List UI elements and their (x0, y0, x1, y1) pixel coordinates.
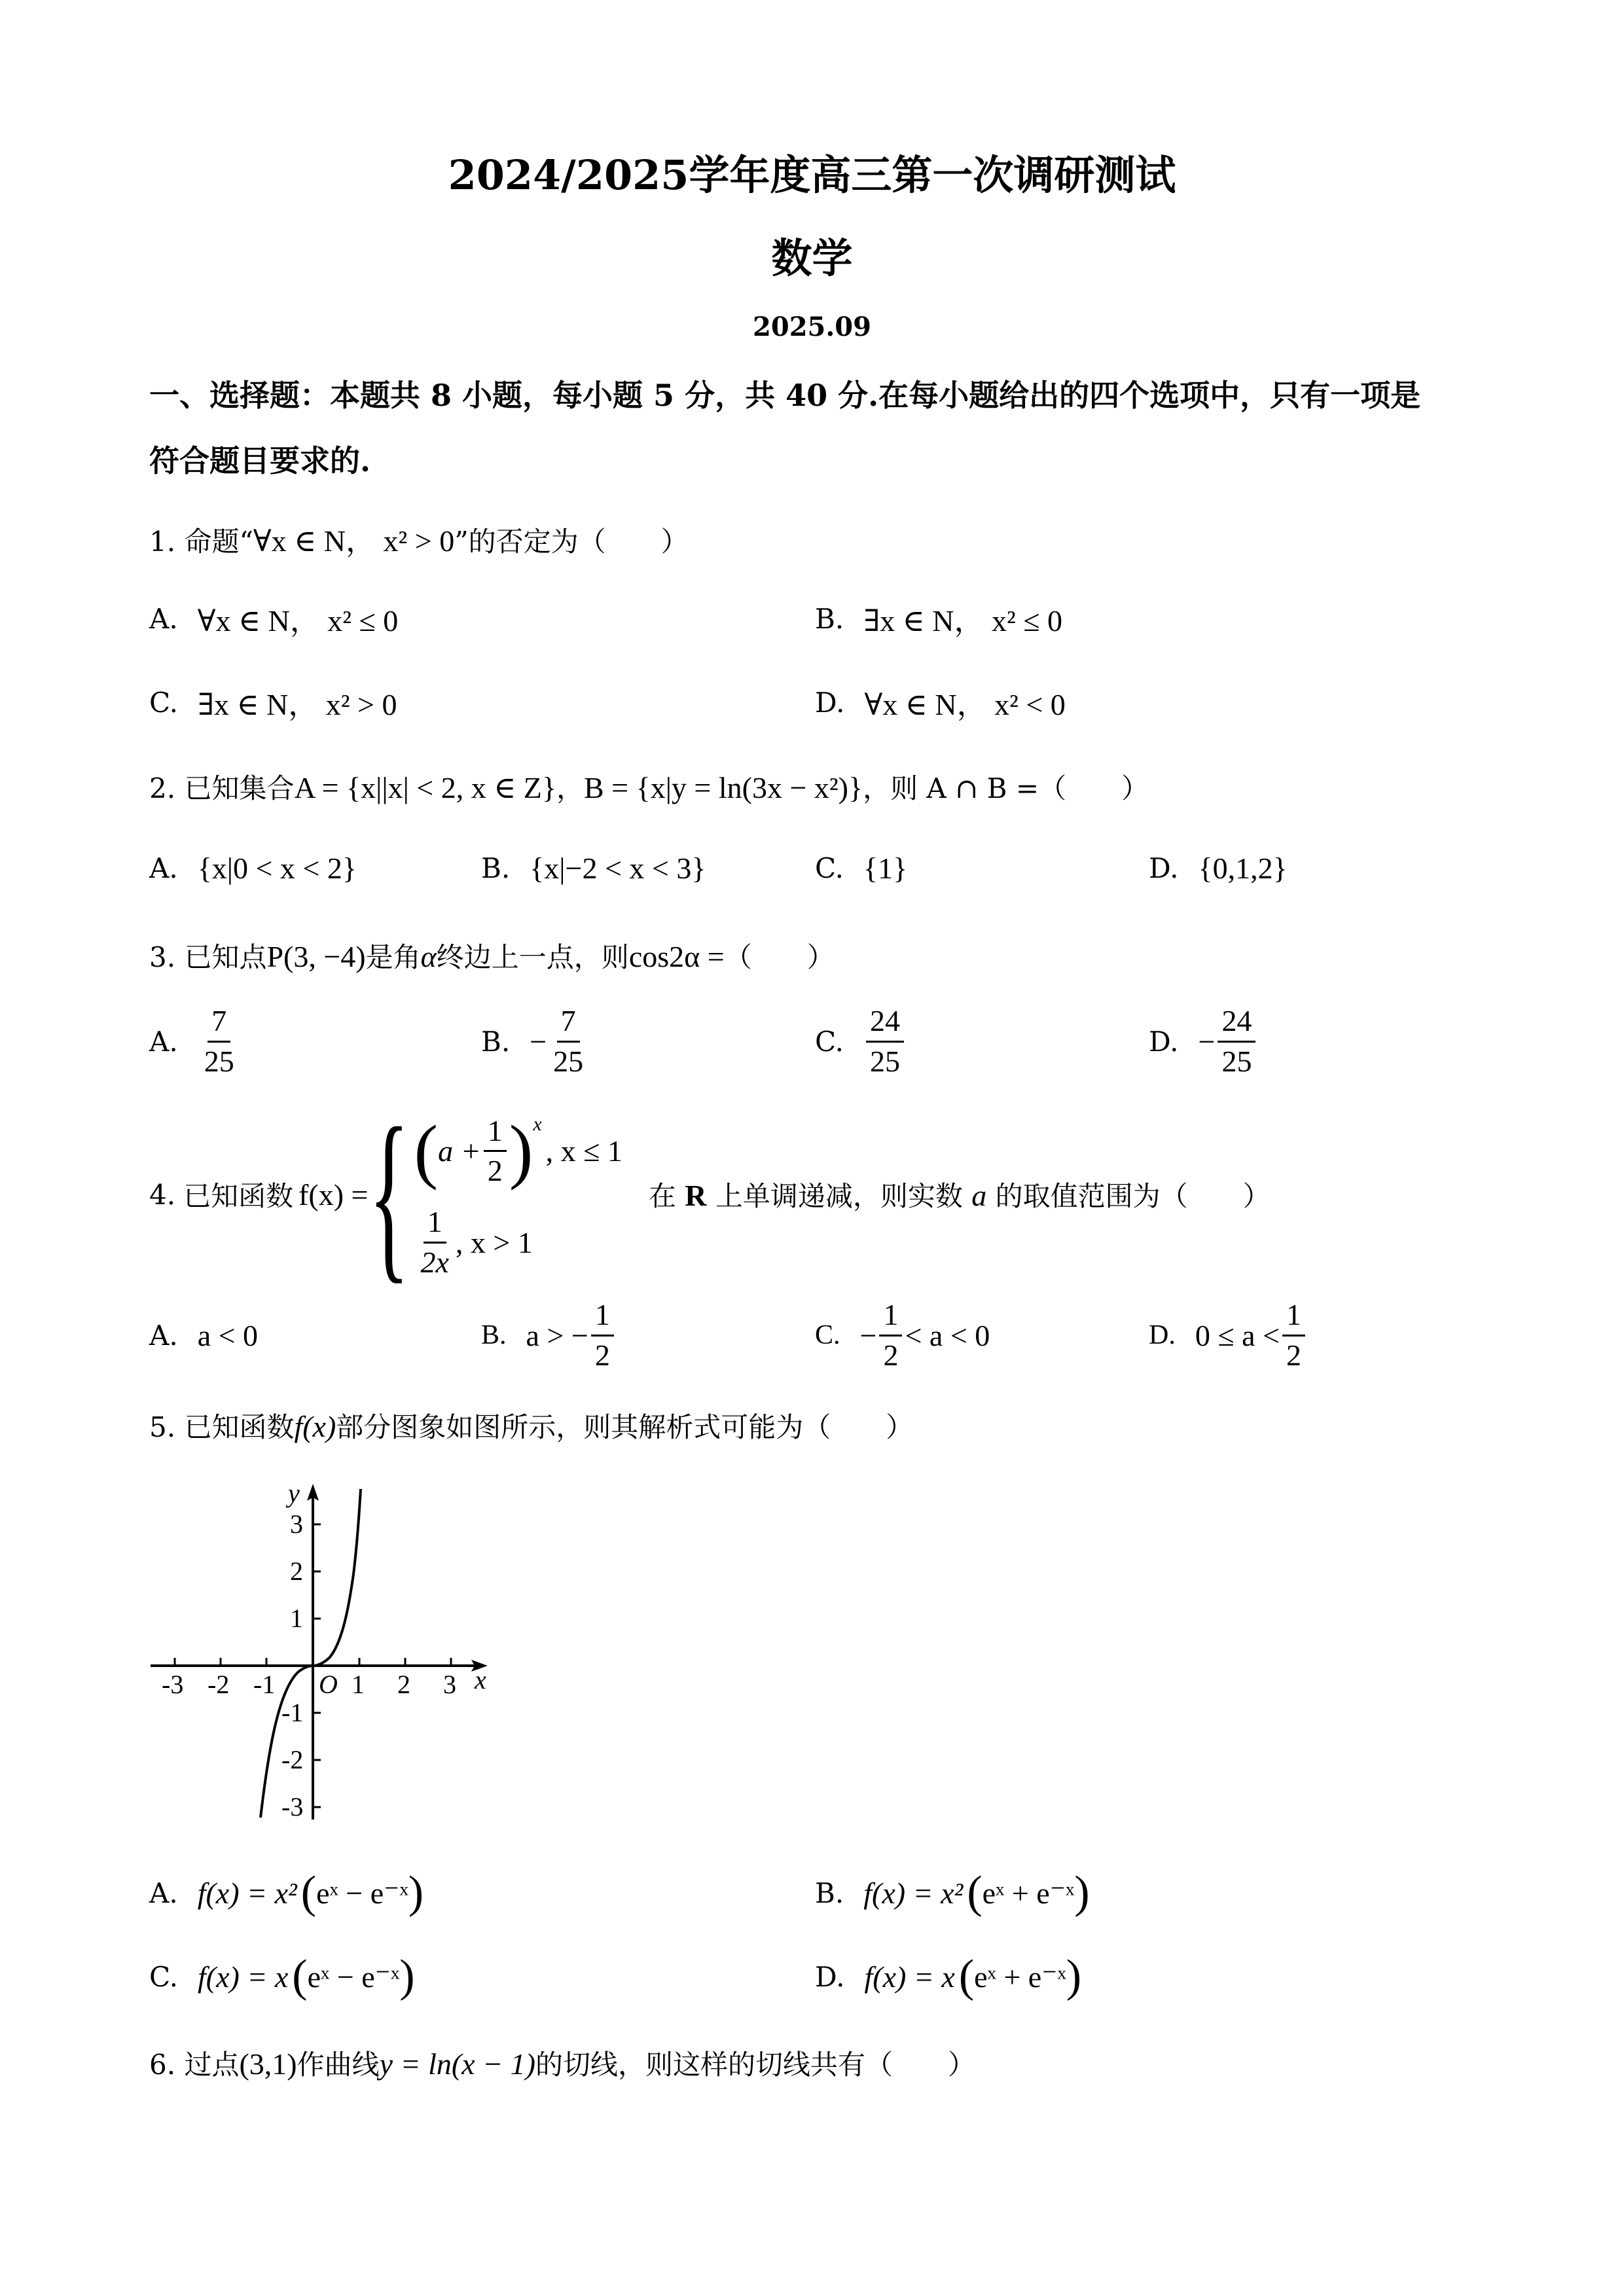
option-label: A. (149, 602, 178, 635)
section-heading-line2: 符合题目要求的. (149, 443, 371, 478)
option-sign: − (1198, 1024, 1216, 1058)
function-name: f(x) (294, 1410, 336, 1443)
question-number: 2. (149, 772, 176, 804)
option-label: A. (149, 1025, 178, 1058)
option-inner: eˣ + e⁻ˣ (982, 1876, 1075, 1910)
option-lhs: f(x) = x (864, 1960, 955, 1994)
option-text: {x|0 < x < 2} (197, 852, 357, 885)
curve-expression: y = ln(x − 1) (379, 2047, 535, 2081)
option-label: B. (481, 852, 511, 884)
option-lhs: f(x) = x² (197, 1876, 297, 1910)
question-text: 已知函数 (184, 1411, 295, 1443)
option-a[interactable] (149, 851, 357, 886)
option-label: C. (149, 686, 178, 719)
question-text: 已知点 (184, 941, 267, 973)
option-label: B. (481, 1025, 511, 1058)
post-end: 的取值范围为（ ） (995, 1180, 1271, 1212)
fraction (1282, 1299, 1305, 1372)
paren-close: ) (408, 1867, 424, 1918)
exam-date: 2025.09 (753, 312, 871, 342)
option-label: D. (815, 1960, 845, 1993)
fraction (866, 1005, 904, 1078)
question-number: 5. (149, 1411, 176, 1443)
numerator: 7 (557, 1005, 580, 1043)
option-pre: − (859, 1318, 877, 1352)
piece-1-base: a + (438, 1134, 481, 1168)
option-label: A. (149, 1876, 178, 1909)
post-mid: 上单调递减，则实数 (715, 1180, 963, 1212)
question-text: ”的否定为（ ） (454, 526, 689, 558)
option-text: {1} (863, 852, 908, 885)
set-r: R (685, 1179, 707, 1212)
question-5 (149, 1406, 913, 1445)
option-d[interactable] (815, 681, 1066, 724)
question-number: 3. (149, 941, 176, 973)
denominator: 25 (870, 1044, 900, 1078)
denominator: 2 (594, 1338, 610, 1372)
option-a[interactable] (149, 597, 398, 640)
question-text: 的切线，则这样的切线共有（ ） (535, 2049, 975, 2081)
numerator: 24 (1218, 1005, 1255, 1043)
numerator: 1 (484, 1115, 507, 1153)
option-pre: 0 ≤ a < (1195, 1318, 1280, 1352)
math-expression: ∀x ∈ N， x² > 0 (253, 524, 455, 558)
numerator: 7 (208, 1005, 230, 1043)
fraction (1218, 1005, 1255, 1078)
question-text (649, 1175, 1271, 1214)
option-pre: a > − (526, 1318, 588, 1352)
option-c[interactable] (815, 1005, 907, 1078)
denominator: 2 (487, 1154, 503, 1188)
numerator: 1 (879, 1299, 902, 1336)
post-pre: 在 (648, 1180, 676, 1212)
y-tick-label: -3 (281, 1792, 304, 1821)
fraction (200, 1005, 238, 1078)
separator: ， (556, 772, 584, 804)
question-text: 已知函数 (183, 1180, 294, 1212)
piece-2-condition: , x > 1 (455, 1226, 533, 1259)
denominator: 25 (1221, 1044, 1252, 1078)
option-b[interactable] (481, 1005, 590, 1078)
subject-title: 数学 (771, 234, 853, 282)
fraction (879, 1299, 902, 1372)
option-inner: eˣ − e⁻ˣ (316, 1876, 408, 1910)
x-tick-label: 2 (397, 1670, 410, 1699)
option-text: a < 0 (197, 1318, 259, 1352)
option-label: B. (815, 602, 844, 635)
option-d[interactable] (1149, 1297, 1308, 1372)
option-label: C. (815, 852, 844, 884)
point-p: P(3, −4) (266, 940, 366, 973)
question-number: 6. (149, 2049, 176, 2081)
option-b[interactable] (481, 851, 706, 886)
option-label: D. (1149, 1025, 1179, 1058)
numerator: 24 (866, 1005, 904, 1043)
option-label: A. (149, 852, 178, 884)
question-text: 过点 (184, 2049, 240, 2081)
fraction (484, 1115, 507, 1188)
piece-2 (414, 1206, 623, 1279)
option-label: B. (815, 1876, 844, 1909)
question-number: 4. (149, 1178, 176, 1211)
x-tick-label: 3 (443, 1670, 456, 1699)
question-text: 终边上一点，则 (436, 941, 629, 973)
question-text: 已知集合 (184, 772, 295, 804)
option-c[interactable] (815, 1297, 990, 1372)
option-sign: − (530, 1024, 547, 1058)
option-label: D. (1149, 1320, 1176, 1350)
exponent: x (533, 1113, 542, 1136)
paren-close: ) (509, 1111, 533, 1191)
set-a: A = {x||x| < 2, x ∈ Z} (294, 771, 556, 804)
option-label: C. (149, 1960, 178, 1993)
origin-label: O (319, 1670, 338, 1699)
option-text: ∃x ∈ N， x² > 0 (198, 688, 397, 721)
option-d[interactable] (1149, 1005, 1258, 1078)
question-3 (149, 936, 835, 975)
x-tick-label: -1 (253, 1670, 276, 1699)
option-label: B. (481, 1320, 507, 1350)
option-text: {x|−2 < x < 3} (530, 852, 706, 885)
fraction (591, 1299, 614, 1372)
x-tick-label: 1 (352, 1670, 365, 1699)
denominator: 2 (1286, 1338, 1301, 1372)
numerator: 1 (424, 1206, 446, 1244)
option-lhs: f(x) = x (198, 1960, 289, 1994)
denominator: 2x (420, 1246, 449, 1279)
paren-open: ( (300, 1867, 317, 1918)
option-text: ∀x ∈ N， x² < 0 (864, 688, 1066, 721)
cos-expression: cos2α = (628, 940, 725, 973)
option-label: C. (815, 1320, 840, 1350)
option-text: ∀x ∈ N， x² ≤ 0 (197, 604, 399, 637)
variable-a: a (971, 1179, 987, 1212)
y-tick-label: 3 (290, 1509, 303, 1539)
function-graph (141, 1476, 520, 1829)
option-a[interactable] (149, 1867, 424, 1919)
alpha-symbol: α (420, 940, 437, 973)
y-tick-label: 2 (290, 1556, 303, 1586)
x-axis-label: x (475, 1665, 486, 1695)
piece-1-condition: , x ≤ 1 (545, 1134, 623, 1168)
option-c[interactable] (149, 681, 397, 724)
question-text: 命题“ (184, 526, 253, 558)
left-brace: { (368, 1089, 410, 1299)
option-d[interactable] (815, 1950, 1081, 2003)
question-number: 1. (149, 526, 176, 558)
piecewise-cases (414, 1109, 623, 1279)
option-inner: eˣ − e⁻ˣ (307, 1960, 400, 1994)
option-b[interactable] (481, 1297, 617, 1372)
question-2 (149, 767, 1149, 806)
option-b[interactable] (815, 597, 1062, 640)
paren-close: ) (1074, 1867, 1090, 1918)
paren-close: ) (399, 1951, 415, 2001)
function-lhs: f(x) = (298, 1177, 369, 1211)
section-heading-line1: 一、选择题：本题共 8 小题，每小题 5 分，共 40 分.在每小题给出的四个选项中，只有一项是 (149, 378, 1421, 413)
paren-close: ) (1066, 1951, 1082, 2001)
exam-title: 2024/2025学年度高三第一次调研测试 (448, 151, 1176, 199)
question-4 (149, 1089, 1271, 1299)
piece-1 (414, 1109, 623, 1193)
numerator: 1 (591, 1299, 614, 1336)
option-inner: eˣ + e⁻ˣ (974, 1960, 1066, 1994)
y-tick-label: -2 (281, 1745, 304, 1774)
option-c[interactable] (149, 1950, 415, 2003)
fraction (417, 1206, 453, 1279)
y-tick-label: 1 (290, 1604, 303, 1633)
paren-open: ( (958, 1951, 975, 2001)
numerator: 1 (1282, 1299, 1305, 1336)
option-label: D. (815, 686, 845, 719)
question-text: （ ） (724, 941, 835, 973)
function-curve (261, 1489, 361, 1818)
set-b: B = {x|y = ln(3x − x²)} (583, 771, 863, 804)
option-b[interactable] (815, 1867, 1090, 1919)
option-text: {0,1,2} (1198, 852, 1288, 885)
option-text: ∃x ∈ N， x² ≤ 0 (863, 604, 1062, 637)
fraction (549, 1005, 587, 1078)
paren-open: ( (292, 1951, 308, 2001)
question-text: 作曲线 (297, 2049, 380, 2081)
option-label: A. (149, 1319, 178, 1352)
question-1 (149, 517, 689, 560)
option-d[interactable] (1149, 851, 1288, 886)
point: (3,1) (239, 2047, 297, 2081)
option-c[interactable] (815, 851, 907, 886)
question-6 (149, 2043, 975, 2083)
x-tick-label: -2 (208, 1670, 230, 1699)
x-tick-label: -3 (162, 1670, 184, 1699)
paren-open: ( (414, 1111, 439, 1191)
denominator: 25 (553, 1044, 584, 1078)
option-label: C. (815, 1025, 844, 1058)
option-a[interactable] (149, 1302, 258, 1368)
option-a[interactable] (149, 1005, 241, 1078)
paren-open: ( (967, 1867, 983, 1918)
question-text: 是角 (365, 941, 421, 973)
option-label: D. (1149, 852, 1179, 884)
y-tick-label: -1 (281, 1698, 304, 1727)
option-post: < a < 0 (905, 1318, 990, 1352)
option-lhs: f(x) = x² (863, 1876, 964, 1910)
denominator: 2 (883, 1338, 899, 1372)
question-text: 部分图象如图所示，则其解析式可能为（ ） (336, 1411, 914, 1443)
denominator: 25 (204, 1044, 234, 1078)
question-text: ，则 A ∩ B =（ ） (863, 772, 1149, 804)
y-axis-label: y (288, 1479, 300, 1508)
